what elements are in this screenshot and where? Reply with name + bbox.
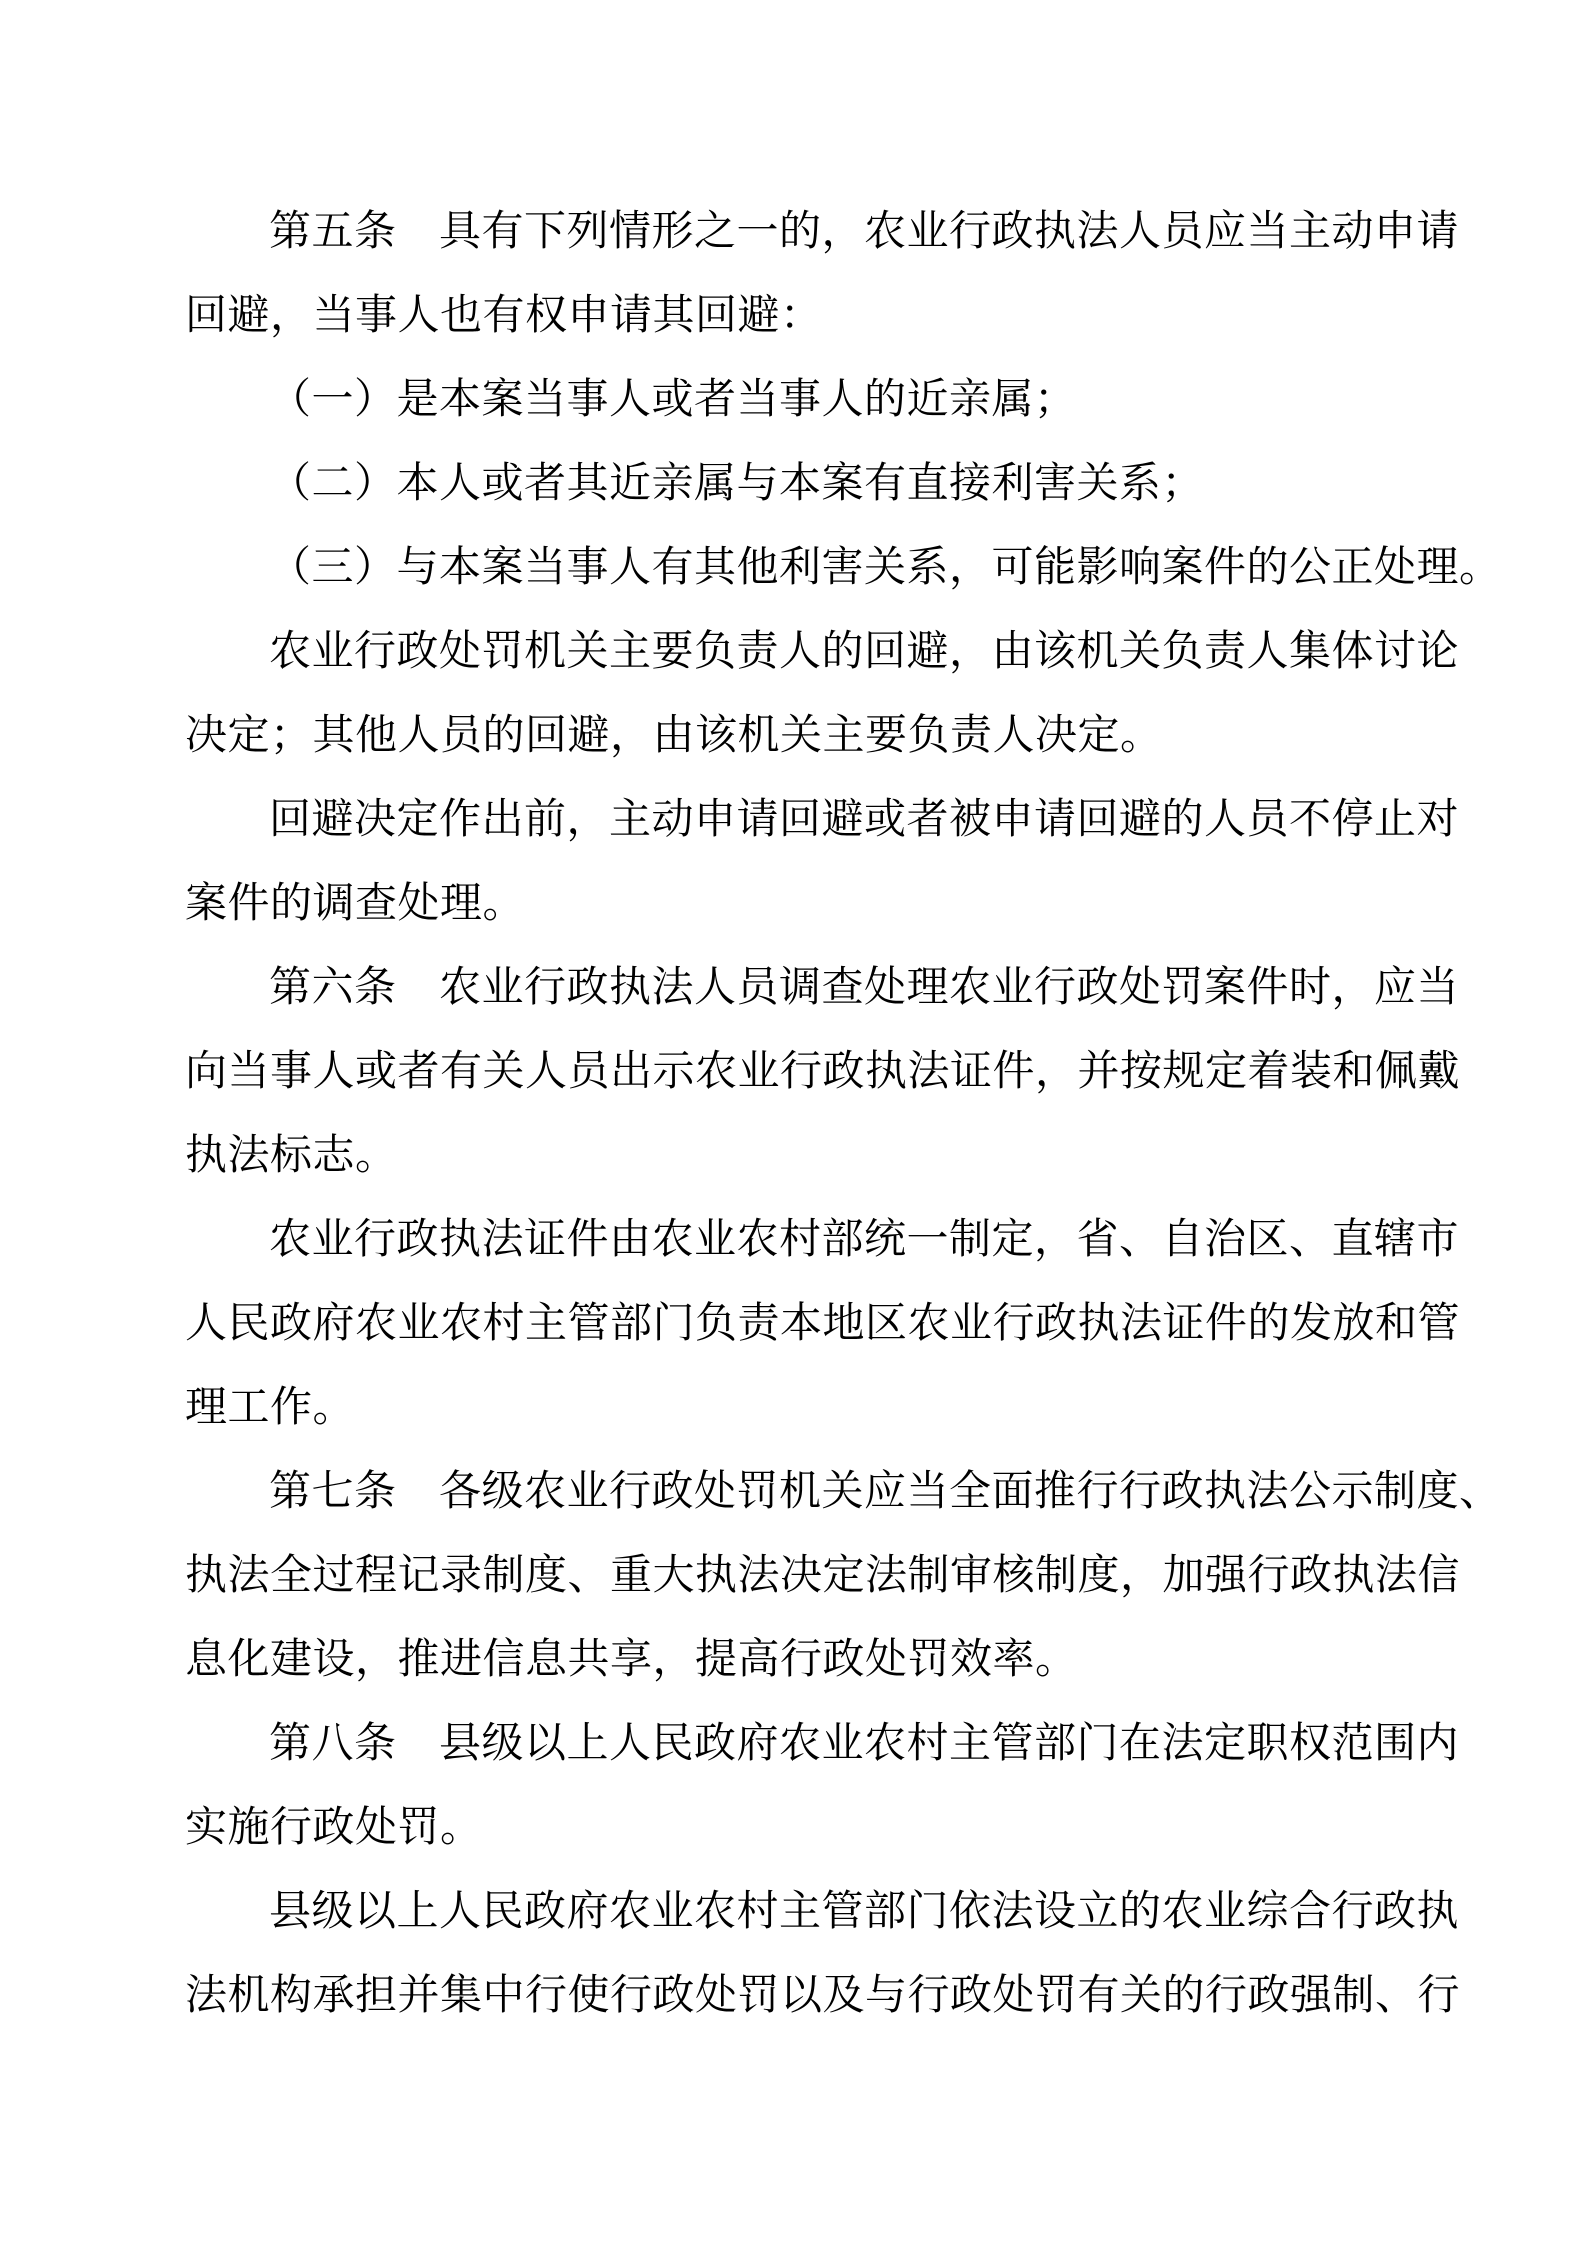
article-5-paragraph-2-line-2: 决定；其他人员的回避，由该机关主要负责人决定。 [185, 713, 1163, 759]
article-6-continuation-line-2: 执法标志。 [185, 1133, 398, 1179]
article-5-paragraph-3-line-2: 案件的调查处理。 [185, 881, 526, 927]
article-5-paragraph-3-line-1: 回避决定作出前，主动申请回避或者被申请回避的人员不停止对 [269, 797, 1460, 843]
article-6-opening-line: 第六条 农业行政执法人员调查处理农业行政处罚案件时，应当 [269, 965, 1460, 1011]
article-5-paragraph-2-line-1: 农业行政处罚机关主要负责人的回避，由该机关负责人集体讨论 [269, 629, 1460, 675]
article-5-continuation-line: 回避，当事人也有权申请其回避： [185, 293, 823, 339]
article-6-paragraph-2-line-1: 农业行政执法证件由农业农村部统一制定，省、自治区、直辖市 [269, 1217, 1460, 1263]
article-6-paragraph-2-line-2: 人民政府农业农村主管部门负责本地区农业行政执法证件的发放和管 [185, 1301, 1461, 1347]
article-8-paragraph-2-line-1: 县级以上人民政府农业农村主管部门依法设立的农业综合行政执 [269, 1889, 1460, 1935]
article-6-continuation-line-1: 向当事人或者有关人员出示农业行政执法证件，并按规定着装和佩戴 [185, 1049, 1461, 1095]
article-7-continuation-line-1: 执法全过程记录制度、重大执法决定法制审核制度，加强行政执法信 [185, 1553, 1461, 1599]
article-5-item-1: （一）是本案当事人或者当事人的近亲属； [269, 377, 1077, 423]
article-5-item-2: （二）本人或者其近亲属与本案有直接利害关系； [269, 461, 1205, 507]
article-6-paragraph-2-line-3: 理工作。 [185, 1385, 356, 1431]
article-8-continuation-line: 实施行政处罚。 [185, 1805, 483, 1851]
article-7-continuation-line-2: 息化建设，推进信息共享，提高行政处罚效率。 [185, 1637, 1078, 1683]
article-5-item-3: （三）与本案当事人有其他利害关系，可能影响案件的公正处理。 [269, 545, 1502, 591]
article-5-opening-line: 第五条 具有下列情形之一的，农业行政执法人员应当主动申请 [269, 209, 1460, 255]
article-8-paragraph-2-line-2: 法机构承担并集中行使行政处罚以及与行政处罚有关的行政强制、行 [185, 1973, 1461, 2019]
article-8-opening-line: 第八条 县级以上人民政府农业农村主管部门在法定职权范围内 [269, 1721, 1460, 1767]
article-7-opening-line: 第七条 各级农业行政处罚机关应当全面推行行政执法公示制度、 [269, 1469, 1502, 1515]
